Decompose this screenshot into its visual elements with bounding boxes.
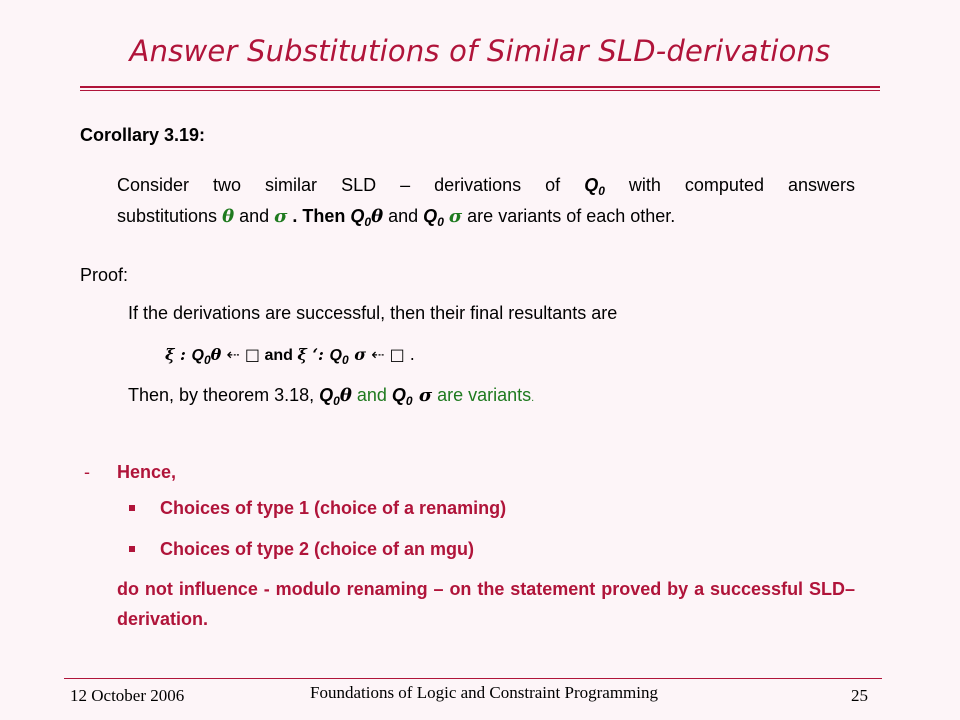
bullet-square-icon (129, 546, 135, 552)
theta-symbol: θ (222, 206, 235, 227)
q0-symbol: $Q_0$ (350, 206, 372, 229)
arrow-box-icon: ⇠ □ (221, 345, 261, 364)
q0-symbol: $Q_0$ (391, 385, 413, 408)
arrow-box-icon: ⇠ □ . (366, 345, 415, 364)
corollary-text: with computed answers (604, 175, 855, 195)
sigma-symbol: σ (412, 385, 433, 406)
footer-course: Foundations of Logic and Constraint Programming (310, 683, 658, 702)
proof-line-3: Then, by theorem 3.18, $Q_0\theta$ and $Q_0$ σ are variants. (128, 385, 535, 408)
footer-page-number: 25 (851, 686, 868, 705)
proof-heading: Proof: (80, 265, 129, 285)
footer-rule (64, 678, 882, 679)
slide-title: Answer Substitutions of Similar SLD-derivations (129, 34, 831, 68)
corollary-line-1 (117, 170, 855, 201)
title-rule (80, 86, 880, 88)
q0-symbol: $Q_0$ (319, 385, 340, 408)
proof-line-1: If the derivations are successful, then their final resultants are (128, 303, 618, 323)
footer-date: 12 October 2006 (70, 686, 185, 705)
bullet-item-mgu: Choices of type 2 (choice of an mgu) (160, 539, 475, 559)
sigma-symbol: σ (448, 206, 463, 227)
corollary-line-2: substitutions θ and σ . Then $Q_0\theta$ and $Q_0$ σ are variants of each other. (117, 206, 676, 229)
theta-symbol: θ (371, 206, 384, 227)
hence-label: Hence, (117, 462, 177, 482)
bullet-square-icon (129, 505, 135, 511)
proof-resultants: ξ : $Q_0\theta$ ⇠ □ and ξ ‘: $Q_0$ σ ⇠ □ . (165, 345, 415, 367)
bullet-item-renaming: Choices of type 1 (choice of a renaming) (160, 498, 507, 518)
sigma-symbol: σ (274, 206, 288, 227)
corollary-text: Consider two similar SLD – derivations of (117, 175, 585, 195)
q0-symbol: $Q_0$ (584, 175, 605, 198)
hence-dash: - (84, 462, 90, 482)
theta-symbol: θ (339, 385, 352, 406)
title-rule-thin (80, 90, 880, 91)
hence-conclusion: do not influence - modulo renaming – on the statement proved by a successful SLD–derivation. (117, 579, 855, 629)
q0-symbol: $Q_0$ (423, 206, 444, 229)
corollary-heading: Corollary 3.19: (80, 125, 206, 145)
